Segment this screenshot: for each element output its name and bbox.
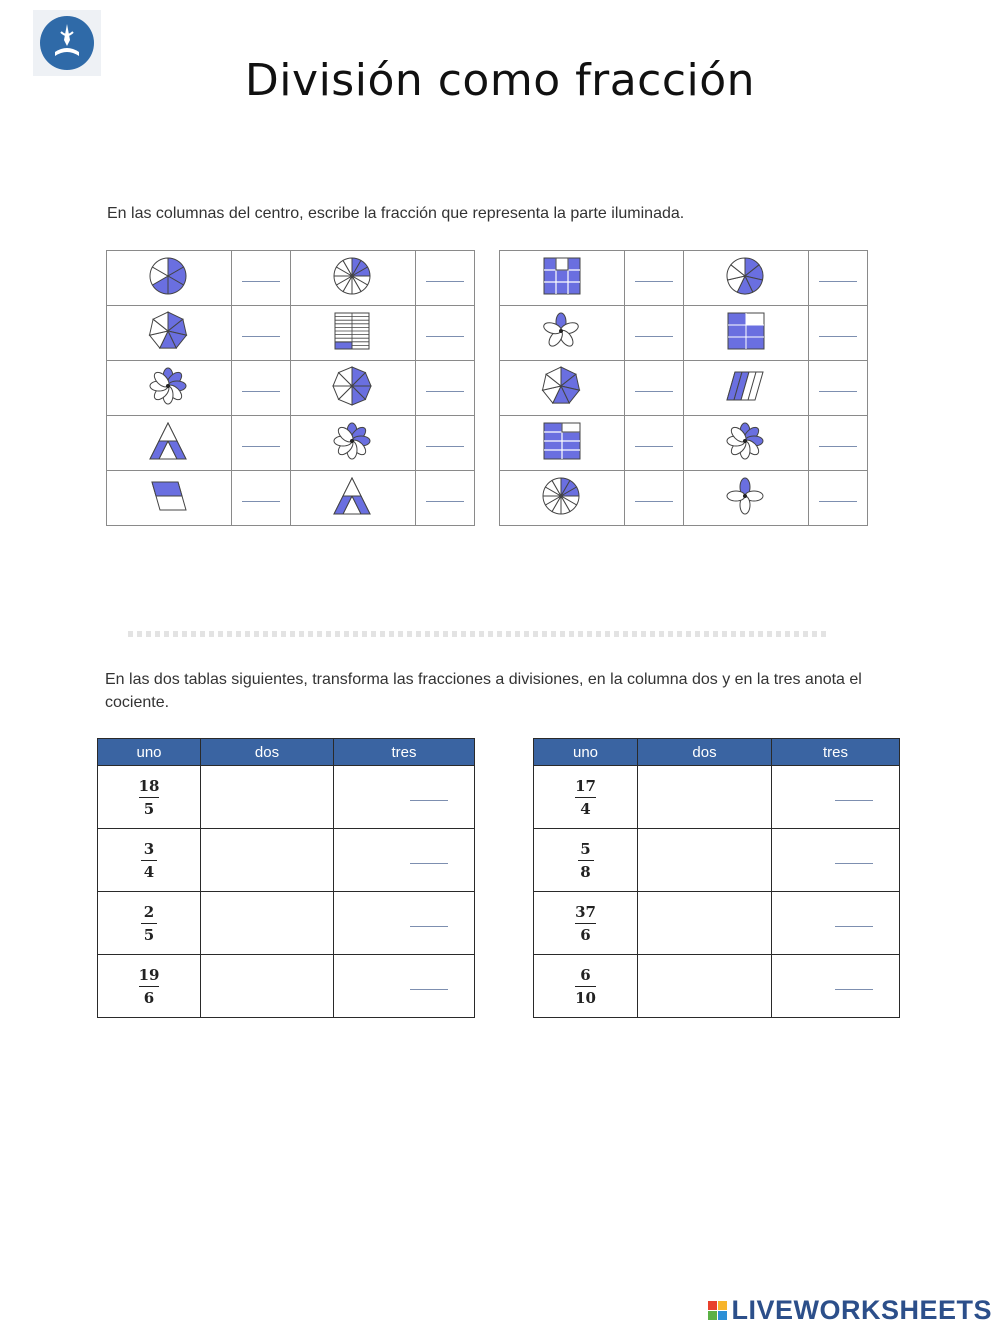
numerator: 2 — [143, 902, 155, 921]
flower-4-petals-shaded-figure — [684, 471, 809, 526]
denominator: 6 — [580, 925, 591, 944]
square-grid-9-shaded-figure — [500, 251, 625, 306]
flower-8-petals-shaded-figure — [684, 416, 809, 471]
faded-text-line — [128, 631, 828, 637]
answer-line[interactable] — [426, 500, 464, 502]
quotient-line[interactable] — [835, 863, 873, 864]
answer-blank[interactable] — [625, 416, 684, 471]
shape-row — [500, 306, 868, 361]
answer-blank[interactable] — [625, 471, 684, 526]
flower-5-petals-shaded-figure — [500, 306, 625, 361]
fraction — [578, 840, 594, 881]
numerator: 17 — [575, 776, 596, 795]
numerator: 5 — [580, 839, 591, 858]
numerator: 3 — [143, 839, 155, 858]
denominator: 10 — [575, 988, 596, 1007]
shape-row — [500, 251, 868, 306]
fraction-cell — [98, 892, 201, 955]
quotient-line[interactable] — [835, 926, 873, 927]
shape-row — [107, 471, 475, 526]
answer-line[interactable] — [635, 390, 673, 392]
circle-12-shaded-figure — [291, 251, 416, 306]
answer-blank[interactable] — [232, 361, 291, 416]
heptagon-7-shaded-figure — [107, 306, 232, 361]
heptagon-7-shaded-figure — [500, 361, 625, 416]
answer-blank[interactable] — [809, 416, 868, 471]
answer-blank[interactable] — [416, 416, 475, 471]
fraction-cell — [534, 829, 638, 892]
parallelogram-4-shaded-figure — [684, 361, 809, 416]
fraction-bar — [578, 860, 594, 861]
shape-row — [107, 306, 475, 361]
fraction-table-right — [533, 738, 900, 1018]
answer-line[interactable] — [426, 445, 464, 447]
quotient-line[interactable] — [410, 863, 448, 864]
parallelogram-2-shaded-figure — [107, 471, 232, 526]
table-row — [98, 892, 475, 955]
table-row — [98, 829, 475, 892]
answer-line[interactable] — [635, 335, 673, 337]
fraction-bar — [575, 986, 596, 987]
quotient-cell[interactable] — [334, 829, 475, 892]
page-title: División como fracción — [244, 55, 756, 106]
answer-blank[interactable] — [625, 306, 684, 361]
quotient-cell[interactable] — [334, 766, 475, 829]
header-uno: uno — [534, 739, 638, 766]
quotient-cell[interactable] — [334, 955, 475, 1018]
fraction-bar — [575, 923, 596, 924]
answer-line[interactable] — [242, 280, 280, 282]
answer-line[interactable] — [242, 335, 280, 337]
division-input-cell[interactable] — [201, 892, 334, 955]
header-dos: dos — [201, 739, 334, 766]
denominator: 5 — [143, 925, 155, 944]
fraction-bar — [139, 986, 160, 987]
triangle-4-shaded-figure — [107, 416, 232, 471]
quotient-line[interactable] — [410, 800, 448, 801]
answer-blank[interactable] — [416, 471, 475, 526]
rect-8-shaded-figure — [500, 416, 625, 471]
circle-7-shaded-figure — [684, 251, 809, 306]
table-row — [98, 955, 475, 1018]
answer-blank[interactable] — [416, 361, 475, 416]
fraction-cell — [98, 766, 201, 829]
brand-icon — [708, 1301, 727, 1320]
shape-row — [500, 416, 868, 471]
quotient-line[interactable] — [835, 989, 873, 990]
shape-row — [107, 416, 475, 471]
fraction — [139, 966, 160, 1007]
shape-table-left — [106, 250, 475, 526]
quotient-cell[interactable] — [334, 892, 475, 955]
answer-line[interactable] — [819, 445, 857, 447]
answer-line[interactable] — [426, 390, 464, 392]
instructions-shapes: En las columnas del centro, escribe la fracción que representa la parte iluminada. — [107, 205, 685, 222]
quotient-line[interactable] — [410, 926, 448, 927]
answer-line[interactable] — [819, 335, 857, 337]
answer-blank[interactable] — [809, 251, 868, 306]
answer-blank[interactable] — [809, 471, 868, 526]
answer-line[interactable] — [635, 280, 673, 282]
division-input-cell[interactable] — [638, 766, 772, 829]
quotient-line[interactable] — [410, 989, 448, 990]
shape-row — [107, 361, 475, 416]
division-input-cell[interactable] — [638, 955, 772, 1018]
fraction — [139, 777, 160, 818]
fraction — [141, 903, 157, 944]
division-input-cell[interactable] — [201, 829, 334, 892]
answer-blank[interactable] — [232, 306, 291, 361]
denominator: 8 — [580, 862, 591, 881]
answer-line[interactable] — [242, 390, 280, 392]
shape-row — [500, 471, 868, 526]
answer-blank[interactable] — [232, 251, 291, 306]
fraction — [141, 840, 157, 881]
brand-logo — [708, 1295, 992, 1326]
fraction-table-left — [97, 738, 475, 1018]
answer-line[interactable] — [426, 335, 464, 337]
answer-blank[interactable] — [416, 306, 475, 361]
division-input-cell[interactable] — [638, 892, 772, 955]
numerator: 19 — [138, 965, 160, 984]
answer-blank[interactable] — [232, 471, 291, 526]
fraction-cell — [534, 892, 638, 955]
division-input-cell[interactable] — [201, 955, 334, 1018]
fraction-bar — [575, 797, 596, 798]
fraction — [575, 777, 596, 818]
octagon-8-shaded-figure — [291, 361, 416, 416]
shape-row — [107, 251, 475, 306]
quotient-line[interactable] — [835, 800, 873, 801]
fraction-cell — [98, 955, 201, 1018]
fraction-bar — [141, 923, 157, 924]
denominator: 4 — [580, 799, 591, 818]
table-row — [534, 829, 900, 892]
table-row — [534, 766, 900, 829]
answer-line[interactable] — [242, 445, 280, 447]
fraction — [575, 966, 596, 1007]
circle-12-shaded-figure — [500, 471, 625, 526]
answer-blank[interactable] — [416, 251, 475, 306]
answer-line[interactable] — [819, 390, 857, 392]
answer-line[interactable] — [819, 280, 857, 282]
brand-text: LIVEWORKSHEETS — [731, 1295, 992, 1325]
denominator: 5 — [143, 799, 155, 818]
header-dos: dos — [638, 739, 772, 766]
triangle-4-shaded-figure — [291, 471, 416, 526]
answer-line[interactable] — [819, 500, 857, 502]
fraction-bar — [141, 860, 157, 861]
shape-table-right — [499, 250, 868, 526]
answer-blank[interactable] — [809, 361, 868, 416]
table-row — [534, 955, 900, 1018]
quotient-cell[interactable] — [772, 829, 900, 892]
header-uno: uno — [98, 739, 201, 766]
rect-4-shaded-figure — [684, 306, 809, 361]
answer-line[interactable] — [242, 500, 280, 502]
shape-row — [500, 361, 868, 416]
header-tres: tres — [772, 739, 900, 766]
numerator: 18 — [138, 776, 160, 795]
fraction-cell — [534, 955, 638, 1018]
denominator: 4 — [143, 862, 155, 881]
fraction-bar — [139, 797, 160, 798]
instructions-fractions: En las dos tablas siguientes, transforma las fracciones a divisiones, en la columna dos y en la tres anota el cociente. — [105, 671, 862, 711]
fraction — [575, 903, 596, 944]
flower-8-petals-shaded-figure — [107, 361, 232, 416]
division-input-cell[interactable] — [638, 829, 772, 892]
numerator: 37 — [575, 902, 596, 921]
quotient-cell[interactable] — [772, 766, 900, 829]
fraction-cell — [534, 766, 638, 829]
fraction-cell — [98, 829, 201, 892]
header-tres: tres — [334, 739, 475, 766]
answer-line[interactable] — [426, 280, 464, 282]
circle-6-shaded-figure — [107, 251, 232, 306]
answer-blank[interactable] — [625, 251, 684, 306]
answer-blank[interactable] — [625, 361, 684, 416]
table-row — [98, 766, 475, 829]
quotient-cell[interactable] — [772, 955, 900, 1018]
denominator: 6 — [143, 988, 155, 1007]
quotient-cell[interactable] — [772, 892, 900, 955]
answer-line[interactable] — [635, 445, 673, 447]
division-input-cell[interactable] — [201, 766, 334, 829]
flower-8-petals-shaded-figure — [291, 416, 416, 471]
answer-line[interactable] — [635, 500, 673, 502]
table-row — [534, 892, 900, 955]
answer-blank[interactable] — [809, 306, 868, 361]
answer-blank[interactable] — [232, 416, 291, 471]
numerator: 6 — [580, 965, 591, 984]
rect-10-strips-shaded-figure — [291, 306, 416, 361]
